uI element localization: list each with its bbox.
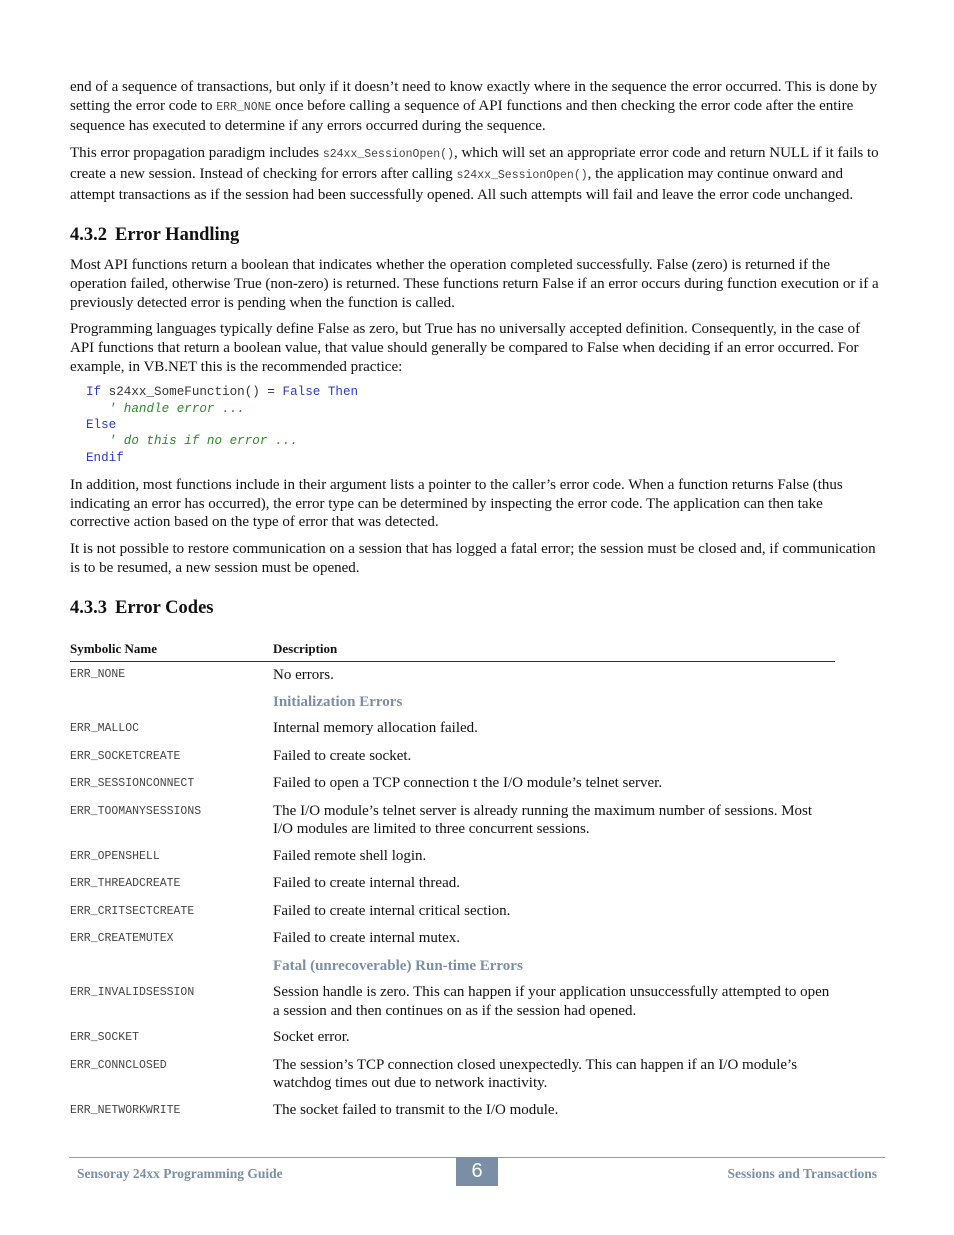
symbolic-name-cell: ERR_NETWORKWRITE <box>70 1103 181 1117</box>
description-cell: Failed to create internal thread. <box>273 875 460 892</box>
description-cell: The I/O module’s telnet server is already running the maximum number of sessions. Most I/O modules are limited to three concurrent sessions. <box>273 802 813 838</box>
description-cell: Internal memory allocation failed. <box>273 720 478 737</box>
table-row <box>70 802 835 847</box>
footer-section-title: Sessions and Transactions <box>727 1166 877 1181</box>
table-row <box>70 1028 835 1056</box>
symbolic-name-cell: ERR_TOOMANYSESSIONS <box>70 804 202 818</box>
description-cell: Failed to create internal mutex. <box>273 930 461 947</box>
symbolic-name-cell: ERR_SESSIONCONNECT <box>70 777 195 791</box>
symbolic-name-cell: ERR_CONNCLOSED <box>70 1058 167 1072</box>
column-header-symbolic-name: Symbolic Name <box>70 641 273 662</box>
table-row <box>70 983 835 1028</box>
symbolic-name-cell: ERR_OPENSHELL <box>70 849 160 863</box>
table-row <box>70 719 835 747</box>
intro-paragraph-2: This error propagation paradigm includes s24xx_SessionOpen(), which will set an appropriate error code and return NULL if it fails to create a new session. Instead of checking for errors after calling s24xx_SessionOpen(), the application may continue onward and attempt transactions as if the session had been successfully opened. All such attempts will fail and leave the error code unchanged. <box>70 145 879 203</box>
description-cell: Failed to create socket. <box>273 747 412 764</box>
symbolic-name-cell: ERR_MALLOC <box>70 722 140 736</box>
empty-cell <box>70 693 273 720</box>
column-header-description: Description <box>273 641 835 662</box>
error-codes-table <box>70 641 835 1128</box>
code-example: If s24xx_SomeFunction() = False Then ' handle error ... Else ' do this if no error ... Endif <box>86 385 359 465</box>
inline-code: s24xx_SessionOpen() <box>322 148 454 162</box>
symbolic-name-cell: ERR_CREATEMUTEX <box>70 932 174 946</box>
table-row <box>70 902 835 930</box>
table-body <box>70 662 835 1129</box>
group-heading: Fatal (unrecoverable) Run-time Errors <box>273 957 523 974</box>
description-cell: Failed remote shell login. <box>273 847 427 864</box>
description-cell: Failed to open a TCP connection t the I/O module’s telnet server. <box>273 775 663 792</box>
symbolic-name-cell: ERR_THREADCREATE <box>70 877 181 891</box>
description-cell: Session handle is zero. This can happen if your application unsuccessfully attempted to open a session and then continues on as if the session had opened. <box>273 984 830 1019</box>
table-row <box>70 747 835 775</box>
table-group-row <box>70 957 835 984</box>
error-handling-paragraph-1: Most API functions return a boolean that indicates whether the operation completed successfully. False (zero) is returned if the operation failed, otherwise True (non-zero) is returned. These functions return False if an error occurs during function execution or if a previously detected error is pending when the function is called. <box>70 257 879 311</box>
inline-code: s24xx_SessionOpen() <box>456 168 588 182</box>
page-content <box>70 78 882 1128</box>
section-heading-error-handling: 4.3.2 Error Handling <box>70 225 240 246</box>
table-header-row <box>70 641 835 662</box>
symbolic-name-cell: ERR_NONE <box>70 668 126 682</box>
table-row <box>70 662 835 693</box>
description-cell: The socket failed to transmit to the I/O module. <box>273 1101 559 1118</box>
description-cell: The session’s TCP connection closed unexpectedly. This can happen if an I/O module’s watchdog times out due to network inactivity. <box>273 1056 798 1092</box>
symbolic-name-cell: ERR_CRITSECTCREATE <box>70 904 195 918</box>
table-group-row <box>70 693 835 720</box>
error-handling-paragraph-2: Programming languages typically define False as zero, but True has no universally accepted definition. Consequently, in the case of API functions that return a boolean value, that value should generally be compared to False when deciding if an error occurred. For example, in VB.NET this is the recommended practice: <box>70 321 861 375</box>
table-row <box>70 929 835 957</box>
table-row <box>70 874 835 902</box>
table-row <box>70 1101 835 1129</box>
section-heading-error-codes: 4.3.3 Error Codes <box>70 598 214 619</box>
table-row <box>70 847 835 875</box>
inline-code: ERR_NONE <box>216 100 272 114</box>
symbolic-name-cell: ERR_SOCKET <box>70 1031 140 1045</box>
description-cell: Failed to create internal critical section. <box>273 902 511 919</box>
description-cell: Socket error. <box>273 1029 350 1046</box>
empty-cell <box>70 957 273 984</box>
error-handling-paragraph-3: In addition, most functions include in their argument lists a pointer to the caller’s error code. When a function returns False (thus indicating an error has occurred), the error type can be determined by inspecting the error code. The application can then take corrective action based on the type of error that was detected. <box>70 476 843 531</box>
symbolic-name-cell: ERR_INVALIDSESSION <box>70 986 195 1000</box>
page-footer <box>69 1157 885 1188</box>
page-number: 6 <box>456 1157 498 1186</box>
group-heading: Initialization Errors <box>273 693 403 710</box>
table-row <box>70 1056 835 1101</box>
footer-document-title: Sensoray 24xx Programming Guide <box>77 1166 283 1181</box>
error-handling-paragraph-4: It is not possible to restore communication on a session that has logged a fatal error; the session must be closed and, if communication is to be resumed, a new session must be opened. <box>70 541 876 576</box>
description-cell: No errors. <box>273 667 334 684</box>
symbolic-name-cell: ERR_SOCKETCREATE <box>70 749 181 763</box>
table-row <box>70 774 835 802</box>
intro-paragraph-1: end of a sequence of transactions, but only if it doesn’t need to know exactly where in the sequence the error occurred. This is done by setting the error code to ERR_NONE once before calling a sequence of API functions and then checking the error code after the entire sequence has executed to determine if any errors occurred during the sequence. <box>70 79 878 135</box>
